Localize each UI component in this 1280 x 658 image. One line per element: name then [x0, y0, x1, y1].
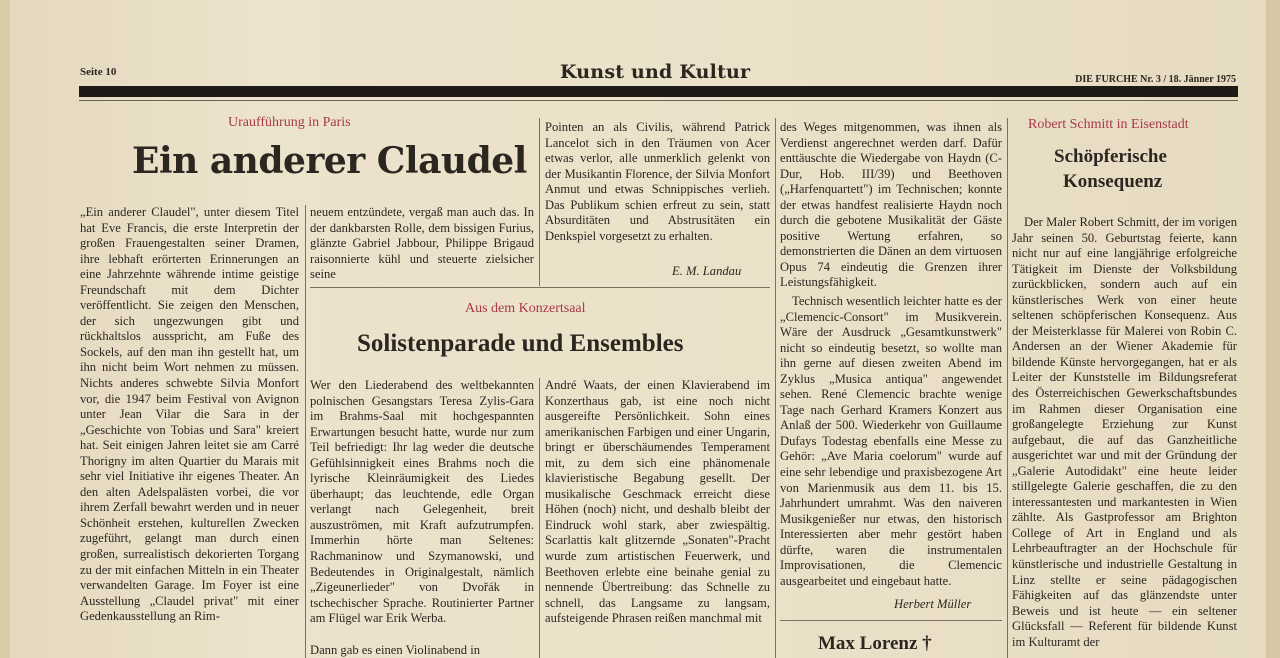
article3-title-line1: Schöpferische — [1054, 146, 1167, 167]
article2-column-2 — [545, 378, 770, 658]
article1-column-1 — [80, 205, 299, 658]
page-number: Seite 10 — [80, 66, 117, 78]
column-divider — [1007, 118, 1008, 658]
article2-column-3 — [780, 120, 1002, 292]
article1-col3-text: Pointen an als Civilis, während Patrick Lancelot sich in den Träumen von Acer etwas verlor, alle unmerklich gelenkt von der Musikantin Florence, der Silvia Monfort Anmut und etwas Schnippisches verlieh. Das Publikum schien erfreut zu sein, statt Absurditäten und Abstrusitäten ein Denkspiel vorgesetzt zu erhalten. — [545, 120, 770, 243]
article4-title: Max Lorenz † — [818, 633, 932, 654]
article-divider — [310, 287, 770, 288]
masthead-date: DIE FURCHE Nr. 3 / 18. Jänner 1975 — [1075, 74, 1236, 85]
section-title: Kunst und Kultur — [560, 61, 751, 83]
article2-column-1b — [310, 643, 534, 658]
article2-col1-text: Wer den Liederabend des weltbekannten polnischen Gesangstars Teresa Zylis-Gara im Brahms-Saal mit hochgespannten Erwartungen besucht hatte, wurde nur zum Teil befriedigt: Ihr lag weder die deutsche Gefühlsinnigkeit eines Brahms noch die lyrische Kleinräumigkeit des Liedes überhaupt; das leuchtende, edle Organ verlangt nach Gelegenheit, breit auszuströmen, mit Kraft aufzutrumpfen. Immerhin hörte man Seltenes: Rachmaninow und Szymanowski, und Bedeutendes in Originalgestalt, nämlich „Zigeunerlieder" von Dvořák in tschechischer Sprache. Routinierter Partner am Flügel war Erik Werba. — [310, 378, 534, 626]
article3-kicker: Robert Schmitt in Eisenstadt — [1028, 117, 1189, 132]
header-rule-thick — [79, 86, 1238, 97]
article1-kicker: Uraufführung in Paris — [228, 115, 351, 130]
article1-signature: E. M. Landau — [672, 264, 742, 278]
article1-col1-text: „Ein anderer Claudel", unter diesem Titel hat Eve Francis, die erste Interpretin der großen Frauengestalten seiner Dramen, ihre lebhaft erörterten Erinnerungen an eine Jahrzehnte währende intime geistige Freundschaft mit dem Dichter veröffentlicht. Sie zeigen den Menschen, der sich ungezwungen gibt und rückhaltslos ausspricht, am Fuße des Sockels, auf den man ihn gestellt hat, um ihn nicht beim Wort nehmen zu müssen. Nichts anderes schwebte Silvia Monfort vor, die 1947 beim Festival von Avignon unter Jean Vilar die Sara in der „Geschichte von Tobias und Sara" kreiert hat. Seit einigen Jahren leitet sie am Carré Thorigny im alten Quartier du Marais mit sehr viel Initiative ihr eigenes Theater. An den alten Adelspalästen vorbei, die vor ihrem Zerfall bewahrt werden und in neuer Schönheit erstehen, kulturellen Zwecken zugeführt, gelangt man durch einen großen, surrealistisch dekorierten Torgang zu der mit einfachen Mitteln in ein Theater verwandelten Garage. Im Foyer ist eine Ausstellung „Claudel privat" mit einer Gedenkausstellung an Rim- — [80, 205, 299, 624]
column-divider — [539, 378, 540, 658]
article1-column-2 — [310, 205, 534, 281]
article3-title-line2: Konsequenz — [1063, 171, 1163, 192]
article3-body-text: Der Maler Robert Schmitt, der im vorigen Jahr seinen 50. Geburtstag feierte, kann nicht nur auf eine langjährige erfolgreiche Tätigkeit im Dienste der Volksbildung zurückblicken, sondern auch auf ein künstlerisches Werk von einer heute seltenen schöpferischen Konsequenz. Aus der Meisterklasse für Malerei von Robin C. Andersen an der Wiener Akademie für bildende Künste hervorgegangen, hat er als Leiter der Kunststelle im Bildungsreferat des Österreichischen Gewerkschaftsbundes im Rahmen dieser Organisation eine großangelegte Erziehung zur Kunst aufgebaut, die auf das Ganzheitliche ausgerichtet war und mit der Gründung der „Galerie Autodidakt" eine heute leider stillgelegte Galerie geschaffen, die zu den interessantesten und markantesten in Wien zählte. Als Gastprofessor am Brighton College of Art in England und als Lehrbeauftragter an der Hochschule für künstlerische und industrielle Gestaltung in Linz stellte er seine pädagogischen Fähigkeiten auf das glänzendste unter Beweis und ist heute — ein seltener Glücksfall — Referent für bildende Kunst im Kulturamt der — [1012, 215, 1237, 649]
article2-signature: Herbert Müller — [894, 597, 972, 611]
article1-title: Ein anderer Claudel — [132, 140, 527, 182]
column-divider — [539, 118, 540, 286]
article3-column — [1012, 215, 1237, 658]
article2-col3-text: des Weges mitgenommen, was ihnen als Verdienst angerechnet werden darf. Dafür enttäuschte die Wiedergabe von Haydn (C-Dur, Hob. III/39) und Beethoven („Harfenquartett") im Technischen; konnte der etwas handfest realisierte Haydn noch durch die gebotene Musikalität der Gäste positive Wertung erfahren, so demonstrierten die Dänen an dem virtuosen Opus 74 eindeutig die Grenzen ihrer Leistungsfähigkeit. — [780, 120, 1002, 290]
article1-column-3 — [545, 120, 770, 260]
article2-column-1 — [310, 378, 534, 634]
article-divider — [780, 620, 1002, 621]
column-divider — [305, 205, 306, 658]
header-rule-thin — [79, 100, 1238, 101]
paper-edge-left — [0, 0, 10, 658]
article1-col2-text: neuem entzündete, vergaß man auch das. In der dankbarsten Rolle, dem bissigen Furius, glänzte Gabriel Jabbour, Philippe Brigaud raisonnierte kühl und steuerte zielsicher seine — [310, 205, 534, 281]
article2-col3b-text: Technisch wesentlich leichter hatte es der „Clemencic-Consort" im Musikverein. Wäre der Ausdruck „Gesamtkunstwerk" nicht so eindeutig besetzt, so wollte man ihn gerne auf diesen zweiten Abend im Zyklus „Musica antiqua" angewendet sehen. René Clemencic brachte wenige Tage nach Gerhard Kramers Konzert aus Anlaß der 500. Wiederkehr von Guillaume Dufays Todestag ebenfalls eine Messe zu Gehör: „Ave Maria coelorum" wurde auf eine sehr lebendige und praxisbezogene Art von Marienmusik aus dem 11. bis 15. Jahrhundert umrahmt. Was den naiveren Musikgenießer nur etwas, den historisch Interessierten aber mehr gestört haben dürfte, waren die instrumentalen Improvisationen, die Clemencic ausgearbeitet und eingebaut hatte. — [780, 294, 1002, 588]
article2-col1b-text: Dann gab es einen Violinabend in — [310, 643, 481, 657]
article2-column-3b — [780, 294, 1002, 606]
column-divider — [775, 118, 776, 658]
paper-edge-right — [1266, 0, 1280, 658]
article2-kicker: Aus dem Konzertsaal — [465, 301, 586, 316]
article2-title: Solistenparade und Ensembles — [357, 330, 684, 357]
article2-col2-text: André Waats, der einen Klavierabend im Konzerthaus gab, ist eine noch nicht ausgereifte Persönlichkeit. Sohn eines amerikanischen Farbigen und einer Ungarin, bringt er überschäumendes Temperament mit, zu dem sich eine phänomenale klavieristische Begabung gesellt. Der musikalische Geschmack erreicht diese Höhen (noch) nicht, und deshalb bleibt der Eindruck wohl stark, aber zwiespältig. Scarlattis kalt glitzernde „Sonaten"-Pracht wurde zum artistischen Feuerwerk, und Beethoven erlebte eine beinahe genial zu nennende Übertreibung: das Schnelle zu schnell, das Langsame zu langsam, aufsteigende Phrasen reißen manchmal mit — [545, 378, 770, 626]
